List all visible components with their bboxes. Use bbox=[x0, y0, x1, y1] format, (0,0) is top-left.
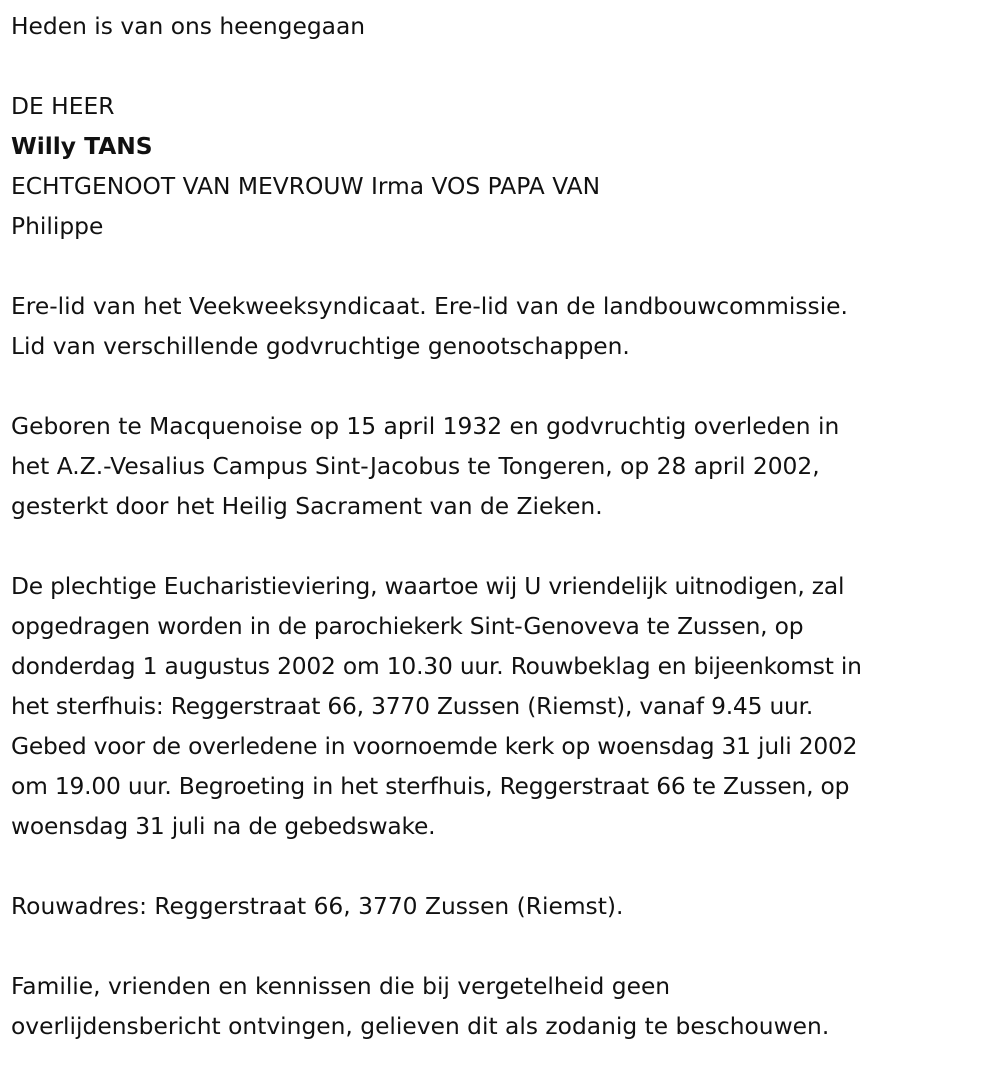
birth-death-line: het A.Z.-Vesalius Campus Sint-Jacobus te Tongeren, op 28 april 2002, bbox=[11, 452, 820, 480]
closing-line: Familie, vrienden en kennissen die bij vergetelheid geen bbox=[11, 972, 671, 1000]
birth-death-paragraph bbox=[11, 406, 1000, 526]
spacer bbox=[11, 526, 1000, 566]
ceremony-line: om 19.00 uur. Begroeting in het sterfhuis, Reggerstraat 66 te Zussen, op bbox=[11, 772, 850, 800]
relation-line-1: ECHTGENOOT VAN MEVROUW Irma VOS PAPA VAN bbox=[11, 172, 601, 200]
closing-line: overlijdensbericht ontvingen, gelieven dit als zodanig te beschouwen. bbox=[11, 1012, 830, 1040]
ceremony-line: De plechtige Eucharistieviering, waartoe wij U vriendelijk uitnodigen, zal bbox=[11, 572, 845, 600]
salutation: DE HEER bbox=[11, 92, 115, 120]
birth-death-line: gesterkt door het Heilig Sacrament van de Zieken. bbox=[11, 492, 603, 520]
memberships-line: Lid van verschillende godvruchtige genootschappen. bbox=[11, 332, 630, 360]
ceremony-line: het sterfhuis: Reggerstraat 66, 3770 Zussen (Riemst), vanaf 9.45 uur. bbox=[11, 692, 814, 720]
spacer bbox=[11, 366, 1000, 406]
ceremony-line: donderdag 1 augustus 2002 om 10.30 uur. Rouwbeklag en bijeenkomst in bbox=[11, 652, 862, 680]
memberships-paragraph bbox=[11, 286, 1000, 366]
spacer bbox=[11, 926, 1000, 966]
memberships-line: Ere-lid van het Veekweeksyndicaat. Ere-lid van de landbouwcommissie. bbox=[11, 292, 848, 320]
spacer bbox=[11, 846, 1000, 886]
ceremony-line: opgedragen worden in de parochiekerk Sint-Genoveva te Zussen, op bbox=[11, 612, 804, 640]
spacer bbox=[11, 46, 1000, 86]
deceased-name: Willy TANS bbox=[11, 132, 153, 160]
closing-paragraph bbox=[11, 966, 1000, 1046]
ceremony-line: Gebed voor de overledene in voornoemde kerk op woensdag 31 juli 2002 bbox=[11, 732, 858, 760]
ceremony-line: woensdag 31 juli na de gebedswake. bbox=[11, 812, 436, 840]
intro-text: Heden is van ons heengegaan bbox=[11, 12, 366, 40]
relation-line-2: Philippe bbox=[11, 212, 104, 240]
spacer bbox=[11, 246, 1000, 286]
birth-death-line: Geboren te Macquenoise op 15 april 1932 en godvruchtig overleden in bbox=[11, 412, 840, 440]
ceremony-paragraph bbox=[11, 566, 1000, 846]
mourning-address: Rouwadres: Reggerstraat 66, 3770 Zussen (Riemst). bbox=[11, 892, 624, 920]
